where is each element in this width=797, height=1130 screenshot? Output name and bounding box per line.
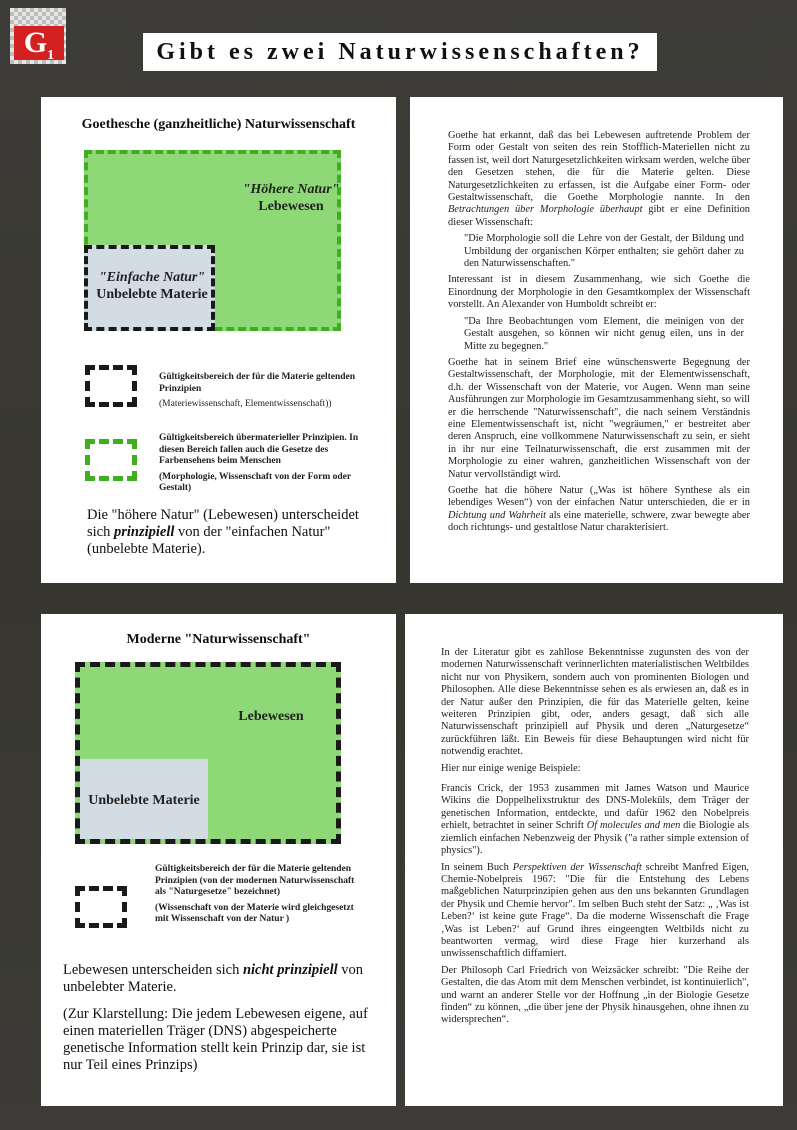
panel-modern-diagram xyxy=(41,614,396,1106)
legend-modern-note: (Wissenschaft von der Materie wird gleichgesetzt mit Wissenschaft von der Natur ) xyxy=(155,902,354,924)
quote: "Die Morphologie soll die Lehre von der Gestalt, der Bildung und Umbildung der organischen Körper enthalten; sie gehört daher zu den Naturwissenschaften." xyxy=(464,233,744,270)
goethe-statement xyxy=(87,507,362,558)
statement-part-2: von der "einfachen Natur" (unbelebte Materie). xyxy=(87,524,331,557)
statement-part-1: Lebewesen unterscheiden sich xyxy=(63,962,243,978)
logo-letter: G xyxy=(23,26,48,59)
clarification-note: (Zur Klarstellung: Die jedem Lebewesen eigene, auf einen materiellen Träger (DNS) abgespeicherte genetische Information stellt kein Prinzip dar, sie ist nur Teil eines Prinzips) xyxy=(63,1006,368,1073)
paragraph: In der Literatur gibt es zahllose Bekenntnisse zugunsten des von der modernen Naturwissenschaft verinnerlichten materialistischen Weltbildes nicht nur von Physikern, sondern auch von prominenten Biologen und Philosophen. Alle diese Bekenntnisse sehen es als erwiesen an, daß es in der Natur außer den Prinzipien, die für das Materielle gelten, keine weiteren Prinzipien gibt, oder, anders gesagt, daß sich alle Naturwissenschaft prinzipiell auf Physik und deren „Naturgesetze“ zurückführen läßt. Ein Beweis für diese Behauptungen wird nicht für notwendig erachtet. xyxy=(441,647,749,758)
paragraph-emphasis: Of molecules and men xyxy=(586,820,681,832)
paragraph xyxy=(441,862,749,961)
paragraph-part: Goethe hat die höhere Natur („Was ist höhere Synthese als ein lebendiges Wesen“) von der einfachen Natur unterschieden, die er in xyxy=(448,484,750,509)
legend-black-dashed-box xyxy=(85,365,137,407)
paragraph xyxy=(448,130,750,229)
statement-emphasis: nicht prinzipiell xyxy=(242,962,338,978)
legend-modern-text xyxy=(155,864,355,926)
higher-nature-label xyxy=(221,181,361,215)
simple-nature-label xyxy=(88,269,216,303)
paragraph-part: gibt er eine Definition dieser Wissenschaft: xyxy=(448,204,750,228)
simple-nature-subtitle: Unbelebte Materie xyxy=(96,287,208,302)
paragraph: Hier nur einige wenige Beispiele: xyxy=(441,762,581,774)
paragraph-part: die Biologie als ziemlich einfachen Nebenzweig der Physik ("a rather simple extension of physics"). xyxy=(441,820,749,857)
legend-material-desc: Gültigkeitsbereich der für die Materie geltenden Prinzipien xyxy=(159,372,356,394)
logo-subscript: 1 xyxy=(47,48,55,63)
quote: "Da Ihre Beobachtungen vom Element, die meinigen von der Gestalt ausgehen, so können wir nicht genug eilen, uns in der Mitte zu begegnen." xyxy=(464,315,744,352)
panel-heading: Moderne "Naturwissenschaft" xyxy=(126,632,311,647)
higher-nature-subtitle: Lebewesen xyxy=(258,199,324,214)
paragraph-emphasis: Dichtung und Wahrheit xyxy=(448,509,546,521)
simple-nature-title: "Einfache Natur" xyxy=(98,270,206,285)
matter-label: Unbelebte Materie xyxy=(88,793,200,808)
paragraph-part: Francis Crick, der 1953 zusammen mit James Watson und Maurice Wikins die Doppelhelixstruktur des DNS-Moleküls, dem Träger der genetischen Information, entdeckte, und dafür 1962 den Nobelpreis erhielt, betrachtet in seiner Schrift xyxy=(441,783,749,832)
logo-mark xyxy=(14,26,64,63)
logo xyxy=(10,8,66,64)
goethe-text-column xyxy=(448,130,750,539)
legend-black-dashed-box xyxy=(75,886,127,928)
paragraph: Goethe hat in seinem Brief eine wünschenswerte Begegnung der Gestaltwissenschaft, der Morphologie, mit der Elementwissenschaft, d.h. der Wissenschaft von der Materie, vor Augen. Wenn man seine Ausführungen zur Morphologie im Gesamtzusammenhang sieht, so will er die herrschende "Naturwissenschaft", die nach seinem Verständnis eine Elementwissenschaft ist, nicht "wegräumen," er bestreitet aber deren Anspruch, eine vollkommene Naturwissenschaft zu sein, er sieht in ihr nur eine Teilnaturwissenschaft, die erst zusammen mit der Morphologie zu einer wahren, ganzheitlichen Wissenschaft von der Natur vervollständigt wird. xyxy=(448,356,750,480)
page-title: Gibt es zwei Naturwissenschaften? xyxy=(143,33,657,71)
paragraph xyxy=(448,485,750,535)
legend-supramaterial-text xyxy=(159,433,364,495)
higher-nature-title: "Höhere Natur" xyxy=(242,182,340,197)
legend-supramaterial-note: (Morphologie, Wissenschaft von der Form oder Gestalt) xyxy=(159,471,351,493)
paragraph-part: als eine materielle, schwere, zwar bewegte aber doch richtungs- und gestaltlose Natur charakterisiert. xyxy=(448,509,750,534)
panel-modern-text xyxy=(405,614,783,1106)
legend-material-note: (Materiewissenschaft, Elementwissenschaft)) xyxy=(159,399,332,409)
paragraph xyxy=(441,783,749,857)
panel-goethe-text xyxy=(410,97,783,583)
life-label: Lebewesen xyxy=(238,709,304,724)
statement-part-1: Die "höhere Natur" (Lebewesen) unterscheidet sich xyxy=(87,507,359,540)
panel-heading: Goethesche (ganzheitliche) Naturwissenschaft xyxy=(81,117,356,132)
paragraph-part: schreibt Manfred Eigen, Chemie-Nobelpreis 1967: "Die für die Entstehung des Lebens maßgeblichen Naturprinzipien gehen aus den uns bekannten Grundlagen der Physik und Chemie hervor". Im selben Buch steht der Satz: „ ‚Was ist Leben?‘ ist keine gute Frage“. Da die moderne Wissenschaft die Frage ‚Was ist Leben?‘ auf Grund ihres eingeengten Weltbilds nicht zu beantworten vermag, wird diese Frage hier kurzerhand als unwissenschaftlich diffamiert. xyxy=(441,861,749,960)
modern-text-column xyxy=(441,647,749,1031)
panel-goethe-diagram xyxy=(41,97,396,583)
legend-modern-desc: Gültigkeitsbereich der für die Materie geltenden Prinzipien (von der modernen Naturwissenschaft als "Naturgesetze" bezeichnet) xyxy=(155,864,355,897)
legend-supramaterial-desc: Gültigkeitsbereich übermaterieller Prinzipien. In diesen Bereich fallen auch die Gesetze des Farbensehens beim Menschen xyxy=(159,433,359,466)
paragraph-emphasis: Betrachtungen über Morphologie überhaupt xyxy=(448,204,643,216)
modern-statement xyxy=(63,962,383,996)
paragraph-emphasis: Perspektiven der Wissenschaft xyxy=(512,861,642,873)
paragraph: Der Philosoph Carl Friedrich von Weizsäcker schreibt: "Die Reihe der Gestalten, die das Atom mit dem Menschen verbindet, ist kontinuierlich", und warnt an anderer Stelle vor der Hoffnung „in der Biologie Gesetze finden“ zu können, „die über jene der Physik hinausgehen, ohne ihnen zu widersprechen“. xyxy=(441,964,749,1026)
statement-part-2: von unbelebter Materie. xyxy=(63,962,364,995)
paragraph-part: Goethe hat erkannt, daß das bei Lebewesen auftretende Problem der Form oder Gestalt von seiten des rein Stofflich-Materiellen nicht zu fassen ist, weil dort Naturgesetzlichkeiten wirksam werden, welche über den Gesetzen stehen, die für die Materie gelten. Diese Naturgesetzlichkeiten zu erfassen, ist die Aufgabe einer Form- oder Gestaltwissenschaft, die Goethe Morphologie nannte. In den xyxy=(448,130,750,204)
legend-material-text xyxy=(159,372,359,411)
statement-emphasis: prinzipiell xyxy=(113,524,175,540)
paragraph-part: In seinem Buch xyxy=(441,861,513,873)
paragraph: Interessant ist in diesem Zusammenhang, wie sich Goethe die Einordnung der Morphologie in den Gesamtkomplex der Wissenschaft vorstellt. An Alexander von Humboldt schreibt er: xyxy=(448,274,750,311)
legend-green-dashed-box xyxy=(85,439,137,481)
